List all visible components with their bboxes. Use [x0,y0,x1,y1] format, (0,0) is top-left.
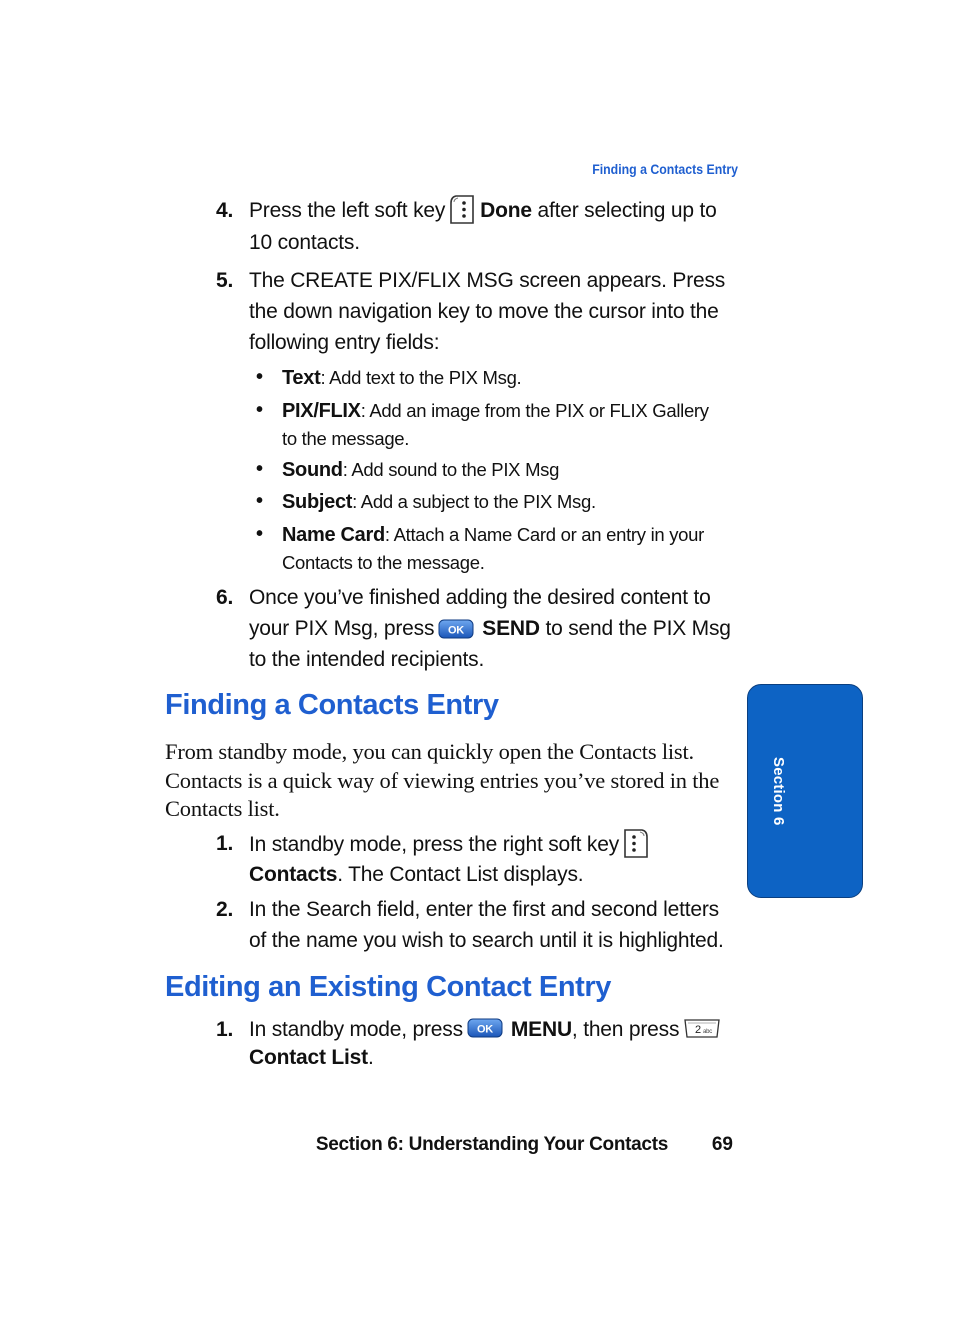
right-soft-key-icon [623,828,649,859]
step-text: In standby mode, press the right soft keyContacts. The Contact List displays. [249,830,736,889]
step-text: Once you’ve finished adding the desired content to your PIX Msg, press OK SEND to send the PIX Msg to the intended recipients. [249,586,731,671]
running-head: Finding a Contacts Entry [592,161,738,177]
step-5 [216,265,736,358]
number-2-key-icon [683,1018,721,1039]
step-number: 6. [216,586,234,609]
svg-text:2: 2 [695,1023,702,1036]
step-number: 2. [216,898,234,921]
step-text: Press the left soft key Done after selecting up to 10 contacts. [249,195,736,258]
bullet-dot: • [256,458,263,480]
step-number: 1. [216,1018,234,1041]
field-bullet-pix-flix: • PIX/FLIX: Add an image from the PIX or FLIX Gallery to the message. [256,399,709,449]
ok-key-icon [438,617,474,637]
svg-text:abc: abc [703,1028,713,1035]
step-number: 5. [216,269,234,292]
bullet-dot: • [256,366,263,388]
bullet-dot: • [256,490,263,512]
side-tab-label: Section 6 [770,757,787,826]
svg-text:OK: OK [448,624,465,637]
field-bullet-text: • Text: Add text to the PIX Msg. [256,366,522,389]
step-6 [216,582,736,675]
field-bullet-name-card: • Name Card: Attach a Name Card or an entry in your Contacts to the message. [256,523,705,573]
bullet-dot: • [256,523,263,545]
section-heading-finding: Finding a Contacts Entry [165,689,499,721]
section-heading-editing: Editing an Existing Contact Entry [165,971,611,1003]
field-bullet-sound: • Sound: Add sound to the PIX Msg [256,458,560,481]
finding-step-2 [216,894,736,956]
step-text: In standby mode, press OK MENU, then press 2 abc Contact List. [249,1016,736,1072]
step-text: In the Search field, enter the first and second letters of the name you wish to search until it is highlighted. [249,898,724,952]
section-paragraph: From standby mode, you can quickly open the Contacts list. Contacts is a quick way of viewing entries you’ve stored in the Contacts list. [165,739,720,821]
page-number: 69 [711,1134,733,1155]
step-text: The CREATE PIX/FLIX MSG screen appears. Press the down navigation key to move the cursor into the following entry fields: [249,269,726,354]
footer-section-title: Section 6: Understanding Your Contacts [315,1134,668,1155]
editing-step-1 [216,1016,736,1072]
ok-key-icon [467,1018,503,1038]
left-soft-key-icon [449,194,475,225]
step-number: 4. [216,199,234,222]
section-side-tab [747,684,863,898]
step-4 [216,195,736,258]
finding-step-1 [216,830,736,889]
svg-text:OK: OK [476,1023,493,1036]
bullet-dot: • [256,399,263,421]
field-bullet-subject: • Subject: Add a subject to the PIX Msg. [256,490,596,513]
step-number: 1. [216,832,234,855]
